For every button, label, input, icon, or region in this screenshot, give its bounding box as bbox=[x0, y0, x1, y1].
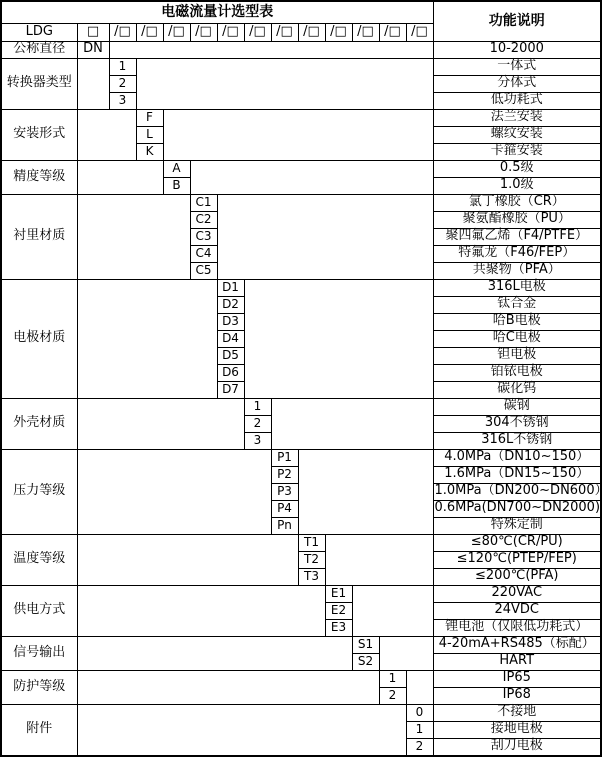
option-description-cell: 1.0MPa（DN200~DN600） bbox=[434, 483, 608, 499]
option-code-cell: T1 bbox=[298, 534, 325, 551]
model-code-slot: /□ bbox=[271, 23, 298, 41]
option-code-cell: 1 bbox=[109, 58, 136, 75]
empty-span-cell bbox=[77, 58, 109, 109]
category-label: 衬里材质 bbox=[1, 194, 77, 279]
option-code-cell: D6 bbox=[217, 364, 244, 381]
category-label: 压力等级 bbox=[1, 449, 77, 534]
category-label: 附件 bbox=[1, 704, 77, 756]
option-description-cell: HART bbox=[433, 653, 601, 670]
option-code-cell: L bbox=[136, 126, 163, 143]
option-code-cell: D5 bbox=[217, 347, 244, 364]
option-description-cell: 碳化钨 bbox=[433, 381, 601, 398]
option-code-cell: P4 bbox=[271, 500, 298, 517]
option-code-cell: 3 bbox=[109, 92, 136, 109]
option-code-cell: B bbox=[163, 177, 190, 194]
option-code-cell: D4 bbox=[217, 330, 244, 347]
empty-span-cell bbox=[379, 636, 433, 670]
option-code-cell: C3 bbox=[190, 228, 217, 245]
model-code-slot: /□ bbox=[163, 23, 190, 41]
model-prefix: LDG bbox=[1, 23, 77, 41]
option-description-cell: 氯丁橡胶（CR） bbox=[433, 194, 601, 211]
option-code-cell: E1 bbox=[325, 585, 352, 602]
category-label: 精度等级 bbox=[1, 160, 77, 194]
option-description-cell: 220VAC bbox=[433, 585, 601, 602]
option-code-cell: E2 bbox=[325, 602, 352, 619]
empty-span-cell bbox=[352, 585, 433, 636]
option-code-cell: C5 bbox=[190, 262, 217, 279]
option-description-cell: 0.5级 bbox=[433, 160, 601, 177]
option-description-cell: 316L不锈钢 bbox=[433, 432, 601, 449]
option-code-cell: D1 bbox=[217, 279, 244, 296]
option-description-cell: ≤80℃(CR/PU) bbox=[433, 534, 601, 551]
option-description-cell: 4.0MPa（DN10~150） bbox=[433, 449, 601, 466]
option-description-cell: 刮刀电极 bbox=[433, 738, 601, 756]
empty-span-cell bbox=[163, 109, 433, 160]
category-label: 信号输出 bbox=[1, 636, 77, 670]
option-code-cell: 3 bbox=[244, 432, 271, 449]
option-code-cell: S1 bbox=[352, 636, 379, 653]
model-code-slot: /□ bbox=[136, 23, 163, 41]
option-description-cell: 4-20mA+RS485（标配） bbox=[433, 636, 601, 653]
option-code-cell: 1 bbox=[379, 670, 406, 687]
model-box-slot: □ bbox=[77, 23, 109, 41]
option-code-cell: P2 bbox=[271, 466, 298, 483]
model-code-slot: /□ bbox=[325, 23, 352, 41]
empty-span-cell bbox=[77, 670, 379, 704]
option-description-cell: 304不锈钢 bbox=[433, 415, 601, 432]
option-description-cell: 接地电极 bbox=[433, 721, 601, 738]
empty-span-cell bbox=[77, 704, 406, 756]
model-code-slot: /□ bbox=[244, 23, 271, 41]
option-description-cell: ≤120℃(PTEP/FEP) bbox=[433, 551, 601, 568]
option-code-cell: 1 bbox=[244, 398, 271, 415]
empty-span-cell bbox=[77, 636, 352, 670]
empty-span-cell bbox=[77, 279, 217, 398]
option-description-cell: 螺纹安装 bbox=[433, 126, 601, 143]
category-label: 外壳材质 bbox=[1, 398, 77, 449]
option-description-cell: 1.6MPa（DN15~150） bbox=[433, 466, 601, 483]
option-code-cell: K bbox=[136, 143, 163, 160]
table-title: 电磁流量计选型表 bbox=[1, 1, 433, 23]
option-description-cell: 特氟龙（F46/FEP） bbox=[433, 245, 601, 262]
model-code-slot: /□ bbox=[109, 23, 136, 41]
category-label: 安装形式 bbox=[1, 109, 77, 160]
option-code-cell: 2 bbox=[379, 687, 406, 704]
empty-span-cell bbox=[77, 194, 190, 279]
option-code-cell: A bbox=[163, 160, 190, 177]
option-description-cell: 分体式 bbox=[433, 75, 601, 92]
option-code-cell: S2 bbox=[352, 653, 379, 670]
option-description-cell: 钽电极 bbox=[433, 347, 601, 364]
option-description-cell: 哈B电极 bbox=[433, 313, 601, 330]
category-label: 转换器类型 bbox=[1, 58, 77, 109]
empty-span-cell bbox=[77, 160, 163, 194]
option-description-cell: IP68 bbox=[433, 687, 601, 704]
empty-span-cell bbox=[244, 279, 433, 398]
option-description-cell: 316L电极 bbox=[433, 279, 601, 296]
category-label: 公称直径 bbox=[1, 41, 77, 58]
model-code-slot: /□ bbox=[217, 23, 244, 41]
empty-span-cell bbox=[77, 534, 298, 585]
option-description-cell: 24VDC bbox=[433, 602, 601, 619]
option-code-cell: C4 bbox=[190, 245, 217, 262]
option-description-cell: 钛合金 bbox=[433, 296, 601, 313]
option-description-cell: 聚氨酯橡胶（PU） bbox=[433, 211, 601, 228]
category-label: 温度等级 bbox=[1, 534, 77, 585]
option-description-cell: 一体式 bbox=[433, 58, 601, 75]
model-code-slot: /□ bbox=[379, 23, 406, 41]
option-code-cell: 2 bbox=[406, 738, 433, 756]
option-code-cell: 2 bbox=[244, 415, 271, 432]
option-description-cell: 1.0级 bbox=[433, 177, 601, 194]
empty-span-cell bbox=[77, 398, 244, 449]
empty-span-cell bbox=[136, 58, 433, 109]
option-code-cell: T3 bbox=[298, 568, 325, 585]
option-description-cell: 锂电池（仅限低功耗式） bbox=[433, 619, 601, 636]
option-code-cell: D3 bbox=[217, 313, 244, 330]
option-code-cell: 2 bbox=[109, 75, 136, 92]
model-code-slot: /□ bbox=[190, 23, 217, 41]
empty-span-cell bbox=[109, 41, 433, 58]
option-description-cell: 聚四氟乙烯（F4/PTFE） bbox=[433, 228, 601, 245]
category-label: 防护等级 bbox=[1, 670, 77, 704]
option-code-cell: F bbox=[136, 109, 163, 126]
category-label: 电极材质 bbox=[1, 279, 77, 398]
option-code-cell: C1 bbox=[190, 194, 217, 211]
option-code-cell: T2 bbox=[298, 551, 325, 568]
function-description-header: 功能说明 bbox=[433, 1, 601, 41]
empty-span-cell bbox=[217, 194, 433, 279]
option-code-cell: P3 bbox=[271, 483, 298, 500]
option-description-cell: IP65 bbox=[433, 670, 601, 687]
option-code-cell: 1 bbox=[406, 721, 433, 738]
option-description-cell: 0.6MPa(DN700~DN2000) bbox=[434, 500, 601, 516]
model-code-slot: /□ bbox=[298, 23, 325, 41]
option-description-cell: 共聚物（PFA） bbox=[433, 262, 601, 279]
option-description-cell: 卡箍安装 bbox=[433, 143, 601, 160]
option-code-cell: Pn bbox=[271, 517, 298, 534]
empty-span-cell bbox=[406, 670, 433, 704]
model-code-slot: /□ bbox=[406, 23, 433, 41]
option-description-cell: 低功耗式 bbox=[433, 92, 601, 109]
option-code-cell: DN bbox=[77, 41, 109, 58]
option-code-cell: D2 bbox=[217, 296, 244, 313]
option-description-cell: ≤200℃(PFA) bbox=[433, 568, 601, 585]
empty-span-cell bbox=[77, 449, 271, 534]
option-description-cell: 特殊定制 bbox=[433, 517, 601, 534]
option-description-cell: 不接地 bbox=[433, 704, 601, 721]
option-code-cell: P1 bbox=[271, 449, 298, 466]
option-code-cell: C2 bbox=[190, 211, 217, 228]
empty-span-cell bbox=[77, 109, 136, 160]
option-description-cell: 碳钢 bbox=[433, 398, 601, 415]
category-label: 供电方式 bbox=[1, 585, 77, 636]
model-code-slot: /□ bbox=[352, 23, 379, 41]
empty-span-cell bbox=[298, 449, 433, 534]
option-description-cell: 10-2000 bbox=[433, 41, 601, 58]
empty-span-cell bbox=[325, 534, 433, 585]
option-description-cell: 法兰安装 bbox=[433, 109, 601, 126]
option-code-cell: 0 bbox=[406, 704, 433, 721]
option-description-cell: 哈C电极 bbox=[433, 330, 601, 347]
empty-span-cell bbox=[271, 398, 433, 449]
option-code-cell: E3 bbox=[325, 619, 352, 636]
empty-span-cell bbox=[77, 585, 325, 636]
empty-span-cell bbox=[190, 160, 433, 194]
option-description-cell: 铂铱电极 bbox=[433, 364, 601, 381]
option-code-cell: D7 bbox=[217, 381, 244, 398]
